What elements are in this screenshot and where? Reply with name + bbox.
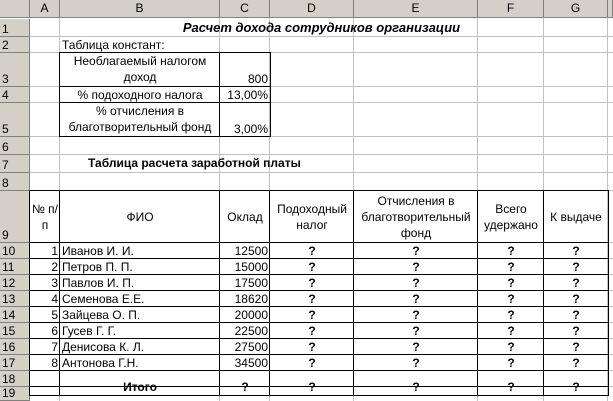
employee-salary[interactable]: 22500 (234, 324, 268, 338)
column-header-d[interactable]: D (270, 0, 354, 18)
row-header-19[interactable]: 19 (0, 387, 30, 401)
sheet-title: Расчет дохода сотрудников организации (182, 20, 461, 35)
header-number[interactable]: № п/п (31, 202, 59, 232)
row-header-10[interactable]: 10 (0, 243, 30, 259)
header-payout[interactable]: К выдаче (550, 210, 602, 224)
employee-total-withheld[interactable]: ? (507, 324, 515, 338)
employee-salary[interactable]: 15000 (234, 260, 268, 274)
employee-salary[interactable]: 20000 (234, 308, 268, 322)
row-header-14[interactable]: 14 (0, 307, 30, 323)
employee-number[interactable]: 5 (51, 308, 58, 322)
employee-name[interactable]: Павлов И. П. (62, 276, 135, 290)
employee-number[interactable]: 6 (51, 324, 58, 338)
column-header-e[interactable]: E (354, 0, 478, 18)
employee-name[interactable]: Иванов И. И. (62, 244, 134, 258)
row-header-15[interactable]: 15 (0, 323, 30, 339)
employee-number[interactable]: 3 (51, 276, 58, 290)
employee-income-tax[interactable]: ? (308, 292, 316, 306)
employee-total-withheld[interactable]: ? (507, 292, 515, 306)
row-header-2[interactable]: 2 (0, 37, 30, 53)
employee-number[interactable]: 2 (51, 260, 58, 274)
row-header-7[interactable]: 7 (0, 155, 30, 173)
employee-charity[interactable]: ? (412, 292, 420, 306)
employee-income-tax[interactable]: ? (308, 276, 316, 290)
employee-income-tax[interactable]: ? (308, 340, 316, 354)
total-withheld[interactable]: ? (507, 380, 515, 394)
row-header-4[interactable]: 4 (0, 87, 30, 103)
row-header-1[interactable]: 1 (0, 19, 30, 37)
header-charity[interactable]: Отчисления в благотворительный фонд (361, 194, 471, 240)
employee-income-tax[interactable]: ? (308, 308, 316, 322)
employee-number[interactable]: 1 (51, 244, 58, 258)
employee-name[interactable]: Петров П. П. (62, 260, 133, 274)
row-header-6[interactable]: 6 (0, 137, 30, 155)
total-charity[interactable]: ? (412, 380, 420, 394)
constant-value-untaxed[interactable]: 800 (247, 72, 268, 86)
employee-charity[interactable]: ? (412, 260, 420, 274)
table-border-bottom (29, 395, 609, 396)
employee-salary[interactable]: 17500 (234, 276, 268, 290)
header-fio[interactable]: ФИО (126, 210, 154, 224)
column-header-f[interactable]: F (478, 0, 544, 18)
row-header-13[interactable]: 13 (0, 291, 30, 307)
employee-total-withheld[interactable]: ? (507, 356, 515, 370)
employee-charity[interactable]: ? (412, 340, 420, 354)
salary-table-title: Таблица расчета заработной платы (88, 156, 301, 170)
employee-name[interactable]: Семенова Е.Е. (62, 292, 145, 306)
employee-income-tax[interactable]: ? (308, 244, 316, 258)
row-header-11[interactable]: 11 (0, 259, 30, 275)
employee-payout[interactable]: ? (572, 324, 580, 338)
row-header-17[interactable]: 17 (0, 355, 30, 371)
row-header-9[interactable]: 9 (0, 191, 30, 243)
employee-name[interactable]: Антонова Г.Н. (62, 356, 139, 370)
employee-total-withheld[interactable]: ? (507, 308, 515, 322)
table-border-v (608, 190, 609, 396)
employee-income-tax[interactable]: ? (308, 356, 316, 370)
header-total-withheld[interactable]: Всего удержано (484, 202, 538, 232)
employee-salary[interactable]: 34500 (234, 356, 268, 370)
row-header-16[interactable]: 16 (0, 339, 30, 355)
select-all-corner[interactable] (0, 0, 30, 18)
employee-number[interactable]: 4 (51, 292, 58, 306)
row-header-18[interactable]: 18 (0, 371, 30, 387)
employee-income-tax[interactable]: ? (308, 260, 316, 274)
header-income-tax[interactable]: Подоходный налог (277, 202, 347, 232)
constant-name-untaxed[interactable]: Необлагаемый налогом доход (73, 54, 207, 84)
employee-charity[interactable]: ? (412, 244, 420, 258)
employee-number[interactable]: 7 (51, 340, 58, 354)
row-header-12[interactable]: 12 (0, 275, 30, 291)
employee-payout[interactable]: ? (572, 308, 580, 322)
column-header-g[interactable]: G (544, 0, 608, 18)
employee-salary[interactable]: 27500 (234, 340, 268, 354)
employee-payout[interactable]: ? (572, 244, 580, 258)
total-payout[interactable]: ? (572, 380, 580, 394)
employee-number[interactable]: 8 (51, 356, 58, 370)
constants-label: Таблица констант: (62, 38, 165, 52)
column-header-b[interactable]: B (60, 0, 220, 18)
constants-border-v (270, 52, 271, 137)
column-header-a[interactable]: A (30, 0, 60, 18)
employee-charity[interactable]: ? (412, 276, 420, 290)
total-income-tax[interactable]: ? (308, 380, 316, 394)
employee-payout[interactable]: ? (572, 276, 580, 290)
column-header-c[interactable]: C (220, 0, 270, 18)
employee-charity[interactable]: ? (412, 308, 420, 322)
constant-name-charity[interactable]: % отчисления в благотворительный фонд (68, 104, 212, 134)
row-header-3[interactable]: 3 (0, 53, 30, 87)
total-label[interactable]: Итого (123, 380, 157, 394)
constant-name-income-tax[interactable]: % подоходного налога (77, 88, 203, 102)
total-salary[interactable]: ? (241, 380, 249, 394)
row-header-5[interactable]: 5 (0, 103, 30, 137)
employee-total-withheld[interactable]: ? (507, 276, 515, 290)
employee-payout[interactable]: ? (572, 292, 580, 306)
gridline-horizontal (30, 172, 613, 173)
employee-total-withheld[interactable]: ? (507, 340, 515, 354)
employee-charity[interactable]: ? (412, 324, 420, 338)
header-salary[interactable]: Оклад (227, 210, 263, 224)
employee-name[interactable]: Зайцева О. П. (62, 308, 141, 322)
employee-payout[interactable]: ? (572, 340, 580, 354)
employee-charity[interactable]: ? (412, 356, 420, 370)
employee-name[interactable]: Денисова К. Л. (62, 340, 145, 354)
employee-payout[interactable]: ? (572, 356, 580, 370)
constant-value-income-tax[interactable]: 13,00% (227, 88, 268, 102)
employee-total-withheld[interactable]: ? (507, 244, 515, 258)
employee-salary[interactable]: 18620 (234, 292, 268, 306)
constant-value-charity[interactable]: 3,00% (233, 122, 268, 136)
column-header-filler (608, 0, 613, 18)
employee-total-withheld[interactable]: ? (507, 260, 515, 274)
employee-name[interactable]: Гусев Г. Г. (62, 324, 117, 338)
employee-income-tax[interactable]: ? (308, 324, 316, 338)
employee-payout[interactable]: ? (572, 260, 580, 274)
row-header-8[interactable]: 8 (0, 173, 30, 191)
employee-salary[interactable]: 12500 (234, 244, 268, 258)
